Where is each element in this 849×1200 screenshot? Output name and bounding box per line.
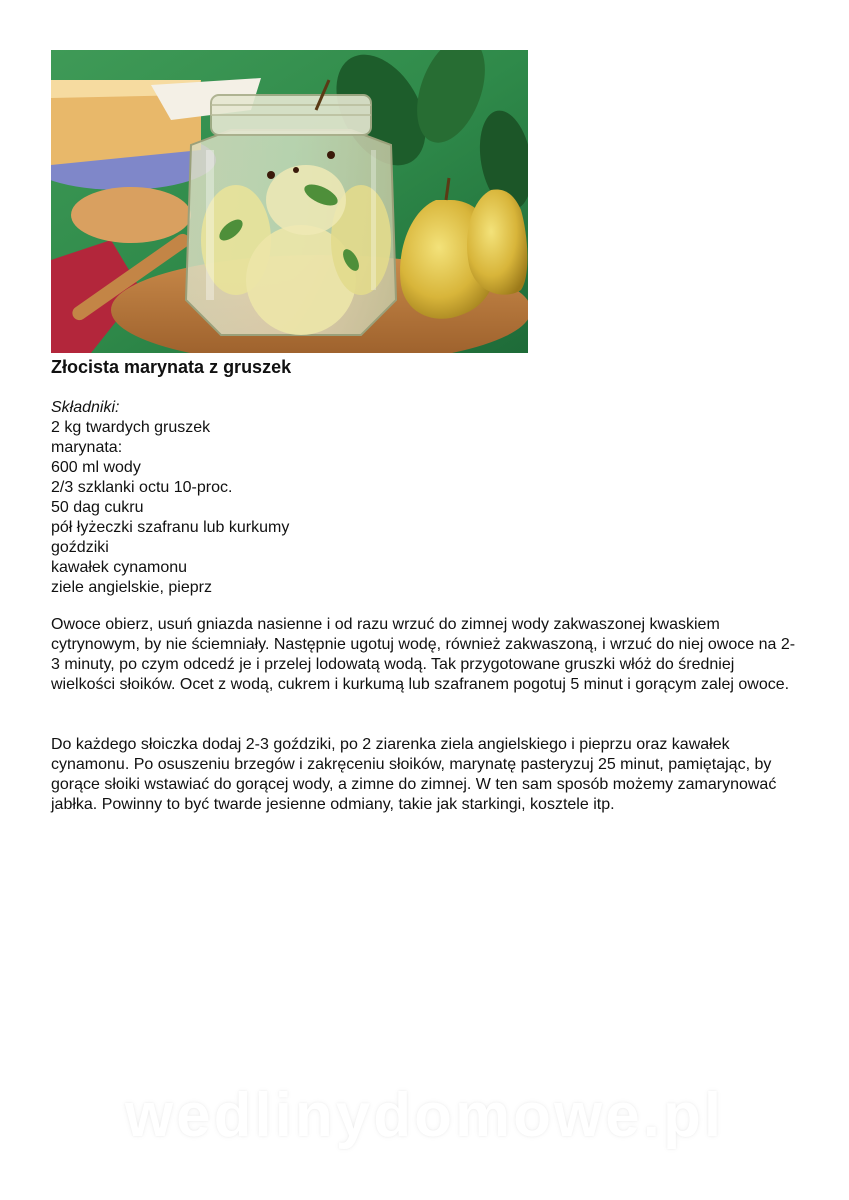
ingredient-item: 50 dag cukru [51,499,144,516]
ingredient-item: 2/3 szklanki octu 10-proc. [51,479,233,496]
instructions-paragraph-2: Do każdego słoiczka dodaj 2-3 goździki, po 2 ziarenka ziela angielskiego i pieprzu oraz kawałek cynamonu. Po osuszeniu brzegów i zakręceniu słoików, marynatę pasteryzuj 25 minut, pamiętając, by gorące słoiki wstawiać do gorącej wody, a zimne do zimnej. W ten sam sposób możemy zamarynować jabłka. Powinny to być twarde jesienne odmiany, takie jak starkingi, kosztele itp. [51,736,777,813]
recipe-title: Złocista marynata z gruszek [51,357,292,377]
ingredient-item: marynata: [51,439,123,456]
instructions-paragraph-1: Owoce obierz, usuń gniazda nasienne i od razu wrzuć do zimnej wody zakwaszonej kwaskiem cytrynowym, by nie ściemniały. Następnie ugotuj wodę, również zakwaszoną, i wrzuć do niej owoce na 2-3 minuty, po czym odcedź je i przelej lodowatą wodą. Tak przygotowane gruszki włóż do średniej wielkości słoików. Ocet z wodą, cukrem i kurkumą lub szafranem pogotuj 5 minut i gorącym zalej owoce. [51,616,796,693]
ingredient-item: ziele angielskie, pieprz [51,579,212,596]
ingredient-item: 2 kg twardych gruszek [51,419,211,436]
ingredient-item: goździki [51,539,109,556]
ingredients-list [51,398,289,598]
ingredient-item: 600 ml wody [51,459,141,476]
ingredient-item: kawałek cynamonu [51,559,188,576]
ingredients-label: Składniki: [51,399,120,416]
ingredient-item: pół łyżeczki szafranu lub kurkumy [51,519,290,536]
recipe-photo [51,50,528,353]
site-watermark: wedlinydomowe.pl [124,1081,725,1150]
